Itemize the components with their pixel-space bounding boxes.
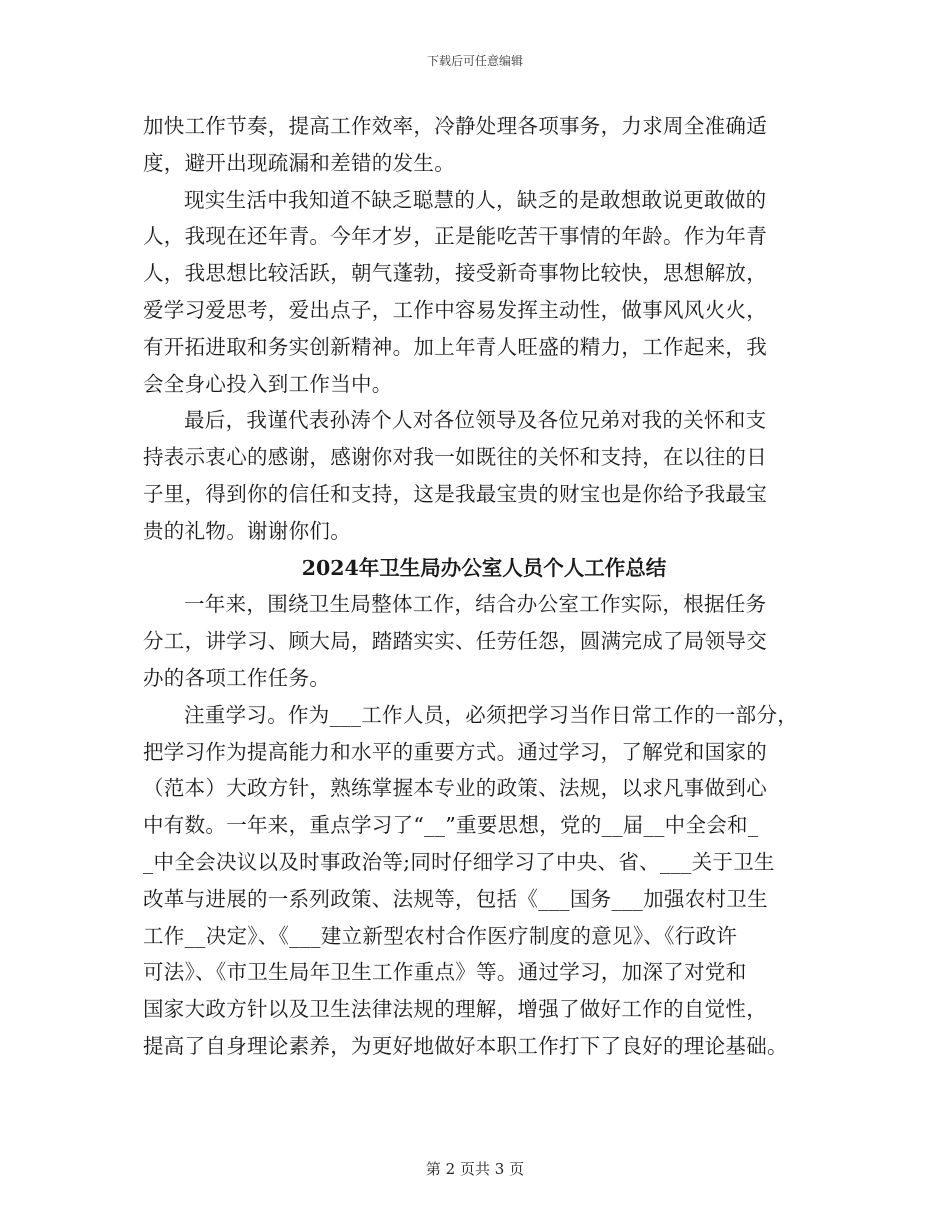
text-line: 加快工作节奏，提高工作效率，冷静处理各项事务，力求周全准确适: [143, 114, 767, 138]
text-line: _中全会决议以及时事政治等;同时仔细学习了中央、省、___关于卫生: [143, 849, 775, 874]
text-line: 提高了自身理论素养，为更好地做好本职工作打下了良好的理论基础。: [143, 1033, 788, 1058]
text-line: 一年来，围绕卫生局整体工作，结合办公室工作实际，根据任务: [184, 592, 767, 617]
text-line: 注重学习。作为___工作人员，必须把学习当作日常工作的一部分，: [184, 702, 799, 727]
text-line: 中有数。一年来，重点学习了“__”重要思想，党的__届__中全会和_: [143, 813, 759, 838]
text-line: 爱学习爱思考，爱出点子，工作中容易发挥主动性，做事风风火火，: [143, 297, 767, 322]
page-footer: 第 2 页共 3 页: [425, 1160, 525, 1178]
text-line: 度，避开出现疏漏和差错的发生。: [143, 150, 455, 175]
text-line: 改革与进展的一系列政策、法规等，包括《___国务___加强农村卫生: [143, 886, 768, 911]
text-line: 子里，得到你的信任和支持，这是我最宝贵的财宝也是你给予我最宝: [143, 481, 767, 506]
text-line: 会全身心投入到工作当中。: [143, 371, 393, 396]
text-line: 把学习作为提高能力和水平的重要方式。通过学习，了解党和国家的: [143, 739, 767, 764]
document-body: [143, 108, 815, 1065]
header-note: 下载后可任意编辑: [426, 54, 523, 68]
text-line: 国家大政方针以及卫生法律法规的理解，增强了做好工作的自觉性，: [143, 997, 767, 1022]
text-line: 有开拓进取和务实创新精神。加上年青人旺盛的精力，工作起来，我: [143, 334, 767, 359]
text-line: 现实生活中我知道不缺乏聪慧的人，缺乏的是敢想敢说更敢做的: [184, 187, 767, 212]
text-line: 最后，我谨代表孙涛个人对各位领导及各位兄弟对我的关怀和支: [184, 408, 767, 433]
text-line: 人，我现在还年青。今年才岁，正是能吃苦干事情的年龄。作为年青: [143, 224, 767, 249]
text-line: 分工，讲学习、顾大局，踏踏实实、任劳任怨，圆满完成了局领导交: [143, 629, 767, 654]
text-line: 贵的礼物。谢谢你们。: [143, 518, 351, 543]
text-line: （范本）大政方针，熟练掌握本专业的政策、法规，以求凡事做到心: [143, 776, 767, 801]
text-line: 可法》、《市卫生局年卫生工作重点》等。通过学习，加深了对党和: [143, 960, 747, 985]
section-title: 2024年卫生局办公室人员个人工作总结: [301, 555, 667, 580]
text-line: 办的各项工作任务。: [143, 665, 331, 690]
text-line: 工作__决定》、《___建立新型农村合作医疗制度的意见》、《行政许: [143, 923, 738, 948]
text-line: 持表示衷心的感谢，感谢你对我一如既往的关怀和支持，在以往的日: [143, 445, 767, 470]
text-line: 人，我思想比较活跃，朝气蓬勃，接受新奇事物比较快，思想解放，: [143, 261, 767, 286]
